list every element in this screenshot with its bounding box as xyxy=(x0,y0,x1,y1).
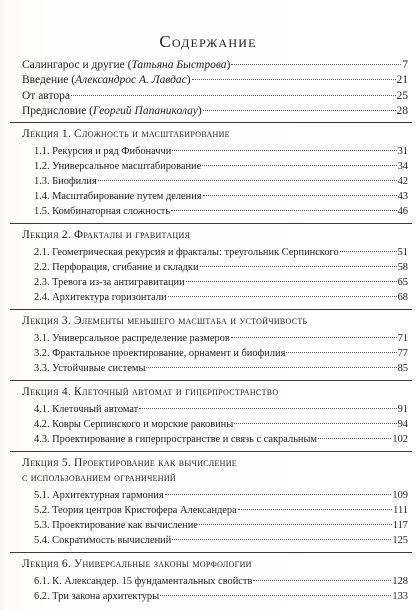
entry-label: 3.2. Фрактальное проектирование, орнамент и биофилия xyxy=(34,348,286,359)
section-rule xyxy=(10,122,412,123)
toc-entry xyxy=(34,261,408,275)
leader-dots xyxy=(286,352,396,353)
section-rule xyxy=(10,380,412,381)
page-number: 128 xyxy=(392,576,408,587)
toc-entry-front: Предисловие (Георгий Папаниколау) 28 xyxy=(22,105,408,117)
entry-label: 2.3. Тревога из-за антигравитации xyxy=(34,277,185,288)
entry-label: 3.1. Универсальное распределение размеров xyxy=(34,333,230,344)
leader-dots xyxy=(172,539,391,540)
toc-entry xyxy=(34,145,408,159)
page-number: 71 xyxy=(397,333,408,344)
lecture-title: Сложность и масштабирование xyxy=(74,128,230,140)
page-number: 7 xyxy=(402,59,408,71)
entry-author: Татьяна Быстрова xyxy=(131,59,227,71)
page-number: 68 xyxy=(397,292,408,303)
entry-label: 3.3. Устойчивые системы xyxy=(34,363,146,374)
lecture-title: Проектирование как вычисление xyxy=(74,457,237,469)
leader-dots xyxy=(71,95,396,96)
leader-dots xyxy=(200,266,397,267)
lecture-title: Фракталы и гравитация xyxy=(74,229,191,241)
page-number: 58 xyxy=(397,262,408,273)
section-rule xyxy=(10,552,412,553)
leader-dots xyxy=(318,438,391,439)
leader-dots xyxy=(98,180,397,181)
entry-label: 2.4. Архитектура горизонтали xyxy=(34,292,167,303)
entry-label: 5.3. Проектирование как вычисление xyxy=(34,520,198,531)
entry-label: Введение xyxy=(22,74,69,86)
section-rule xyxy=(10,309,412,310)
leader-dots xyxy=(253,580,391,581)
toc-entry-front: Введение (Александрос А. Лавдас) 21 xyxy=(22,74,408,86)
page-title: Содержание xyxy=(159,32,257,51)
leader-dots xyxy=(165,494,392,495)
lecture-number: Лекция 2. xyxy=(22,229,72,241)
page-number: 65 xyxy=(397,277,408,288)
toc-entry xyxy=(34,403,408,417)
leader-dots xyxy=(146,367,396,368)
lecture-number: Лекция 6. xyxy=(22,558,72,570)
toc-entry xyxy=(34,160,408,174)
page-number: 51 xyxy=(397,247,408,258)
entry-label: Предисловие xyxy=(22,105,87,117)
entry-label: 1.2. Универсальное масштабирование xyxy=(34,161,202,172)
lecture-number: Лекция 3. xyxy=(22,315,72,327)
page-number: 43 xyxy=(397,191,408,202)
page-number: 111 xyxy=(393,505,408,516)
entry-label: Салингарос и другие xyxy=(22,59,125,71)
page-number: 94 xyxy=(397,419,408,430)
entry-label: 1.3. Биофилия xyxy=(34,176,97,187)
lecture-number: Лекция 1. xyxy=(22,128,72,140)
toc-entry xyxy=(34,190,408,204)
entry-label: 6.1. К. Александер. 15 фундаментальных свойств xyxy=(34,576,253,587)
lecture-title-continuation: с использованием ограничений xyxy=(22,472,176,484)
lecture-title: Универсальные законы морфологии xyxy=(74,558,252,570)
entry-label: 4.1. Клеточный автомат xyxy=(34,404,139,415)
leader-dots xyxy=(172,150,396,151)
entry-label: 6.2. Три закона архитектуры xyxy=(34,591,160,602)
toc-entry xyxy=(34,332,408,346)
toc-entry-front: Салингарос и другие (Татьяна Быстрова) 7 xyxy=(22,59,408,71)
leader-dots xyxy=(340,251,397,252)
entry-label: 1.1. Рекурсия и ряд Фибоначчи xyxy=(34,146,172,157)
leader-dots xyxy=(186,281,397,282)
leader-dots xyxy=(199,524,392,525)
lecture-number: Лекция 4. xyxy=(22,386,72,398)
page-number: 109 xyxy=(392,490,408,501)
toc-entry xyxy=(34,433,408,447)
leader-dots xyxy=(238,509,392,510)
entry-label: 1.5. Комбинаторная сложность xyxy=(34,206,171,217)
leader-dots xyxy=(192,79,396,80)
page-number: 77 xyxy=(397,348,408,359)
lecture-heading xyxy=(22,385,408,400)
lecture-title: Элементы меньшего масштаба и устойчивость xyxy=(74,315,308,327)
toc-entry xyxy=(34,291,408,305)
toc-entry xyxy=(34,489,408,503)
entry-label: 5.1. Архитектурная гармония xyxy=(34,490,164,501)
entry-author: Александрос А. Лавдас xyxy=(75,74,187,86)
leader-dots xyxy=(202,165,396,166)
toc-entry xyxy=(34,362,408,376)
page-number: 133 xyxy=(392,591,408,602)
entry-label: От автора xyxy=(22,90,70,102)
toc-entry xyxy=(34,519,408,533)
toc-entry xyxy=(34,246,408,260)
entry-label: 5.4. Сократимость вычислений xyxy=(34,535,172,546)
toc-entry xyxy=(34,575,408,589)
toc-entry xyxy=(34,347,408,361)
lecture-number: Лекция 5. xyxy=(22,457,72,469)
lecture-heading xyxy=(22,456,408,486)
leader-dots xyxy=(160,595,391,596)
page-number: 85 xyxy=(397,363,408,374)
lecture-title: Клеточный автомат и гиперпространство xyxy=(74,386,279,398)
leader-dots xyxy=(234,423,396,424)
page-number: 91 xyxy=(397,404,408,415)
section-rule xyxy=(10,223,412,224)
lecture-heading xyxy=(22,314,408,329)
leader-dots xyxy=(171,210,397,211)
page-number: 21 xyxy=(396,74,408,86)
section-rule xyxy=(10,451,412,452)
lecture-heading xyxy=(22,557,408,572)
toc-entry xyxy=(34,534,408,548)
entry-label: 1.4. Масштабирование путем деления xyxy=(34,191,202,202)
leader-dots xyxy=(168,296,397,297)
toc-entry xyxy=(34,418,408,432)
entry-label: 5.2. Теория центров Кристофера Александера xyxy=(34,505,237,516)
toc-entry xyxy=(34,504,408,518)
leader-dots xyxy=(203,195,397,196)
toc-entry xyxy=(34,590,408,604)
page-number: 125 xyxy=(392,535,408,546)
leader-dots xyxy=(139,408,396,409)
leader-dots xyxy=(203,110,396,111)
entry-label: 4.3. Проектирование в гиперпространстве и связь с сакральным xyxy=(34,434,317,445)
lecture-heading xyxy=(22,127,408,142)
leader-dots xyxy=(231,337,397,338)
page-number: 31 xyxy=(397,146,408,157)
toc-entry xyxy=(34,175,408,189)
page-number: 102 xyxy=(392,434,408,445)
page-number: 25 xyxy=(396,90,408,102)
leader-dots xyxy=(231,64,401,65)
page-number: 42 xyxy=(397,176,408,187)
page-number: 34 xyxy=(397,161,408,172)
toc-entry xyxy=(34,276,408,290)
toc-entry-front xyxy=(22,89,408,103)
entry-label: 2.1. Геометрическая рекурсия и фракталы: треугольник Серпинского xyxy=(34,247,339,258)
entry-label: 2.2. Перфорация, сгибание и складки xyxy=(34,262,199,273)
entry-author: Георгий Папаниколау xyxy=(93,105,198,117)
toc-entry xyxy=(34,205,408,219)
page-number: 28 xyxy=(396,105,408,117)
lecture-heading xyxy=(22,228,408,243)
entry-label: 4.2. Ковры Серпинского и морские раковины xyxy=(34,419,234,430)
page-number: 46 xyxy=(397,206,408,217)
page-number: 117 xyxy=(392,520,408,531)
